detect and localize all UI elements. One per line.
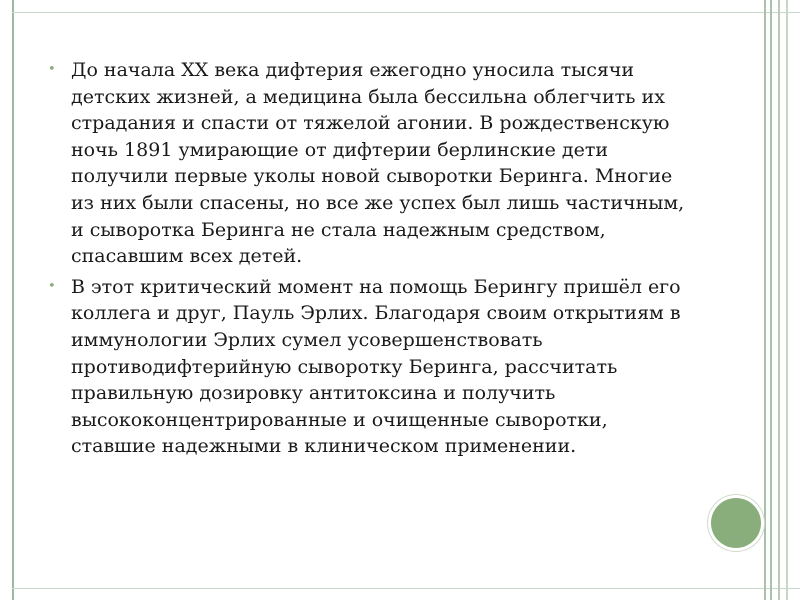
bullet-item bbox=[48, 274, 698, 460]
frame-right-line bbox=[786, 0, 788, 600]
bullet-text: В этот критический момент на помощь Берингу пришёл его коллега и друг, Пауль Эрлих. Благодаря своим открытиям в иммунологии Эрлих сумел усовершенствовать противодифтерийную сыворотку Беринга, рассчитать правильную дозировку антитоксина и получить высококонцентрированные и очищенные сыворотки, ставшие надежными в клиническом применении. bbox=[71, 275, 681, 458]
bullet-icon: • bbox=[48, 62, 56, 77]
frame-right-line bbox=[770, 0, 772, 600]
decorative-circle bbox=[711, 498, 761, 548]
bullet-icon: • bbox=[48, 278, 56, 294]
bullet-text: До начала XX века дифтерия ежегодно уносила тысячи детских жизней, а медицина была бессильна облегчить их страдания и спасти от тяжелой агонии. В рождественскую ночь 1891 умирающие от дифтерии берлинские дети получили первые уколы новой сыворотки Беринга. Многие из них были спасены, но все же успех был лишь частичным, и сыворотка Беринга не стала надежным средством, спасавшим всех детей. bbox=[71, 59, 685, 268]
slide-body bbox=[48, 57, 698, 464]
frame-top-line bbox=[12, 12, 800, 13]
frame-left-line bbox=[12, 0, 14, 600]
frame-right-line bbox=[764, 0, 766, 600]
frame-right-line bbox=[778, 0, 780, 600]
bullet-item bbox=[48, 57, 698, 270]
frame-bottom-line bbox=[12, 588, 800, 589]
